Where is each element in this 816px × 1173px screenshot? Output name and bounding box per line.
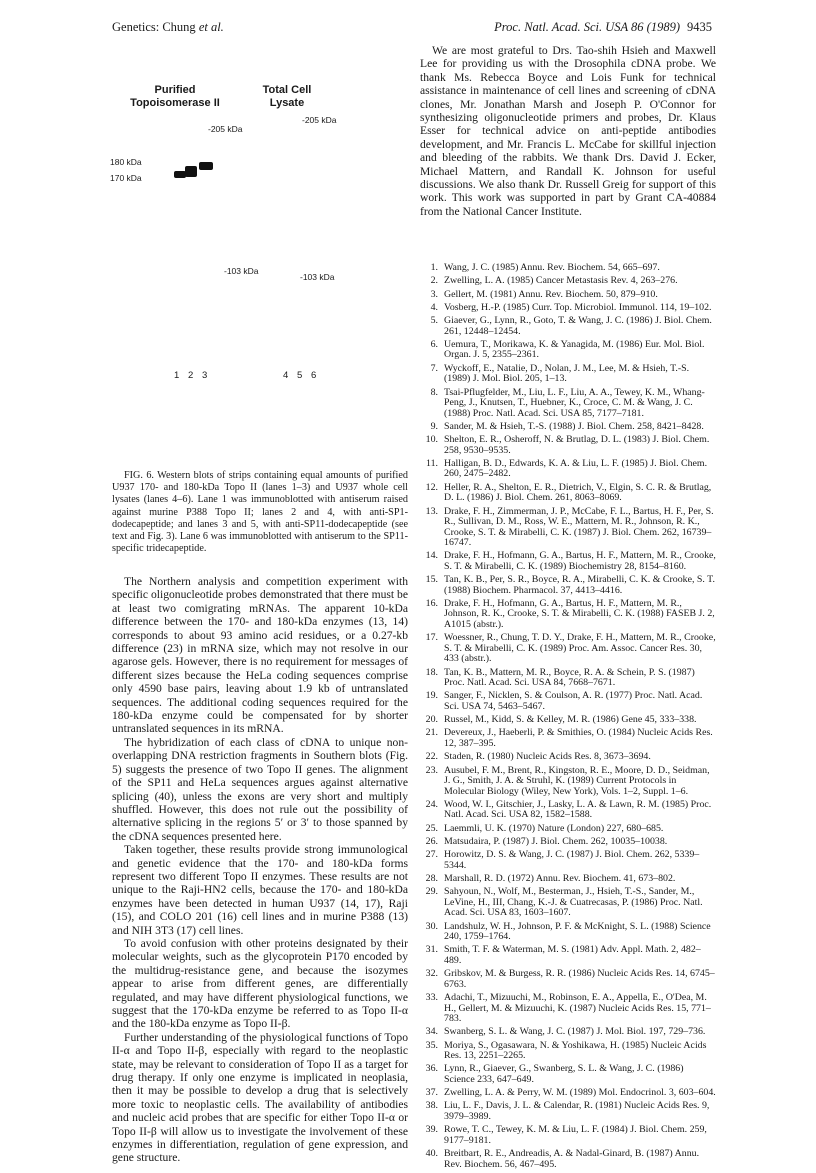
paragraph: The hybridization of each class of cDNA to unique non-overlapping DNA restriction fragments in Southern blots (Fig. 5) suggests the presence of two Topo II genes. The alignment of the SP11 and HeLa sequences argues against alternative splicing (40), unless the exons are very short and multiply shuffled. However, this does not rule out the possibility of alternative splicing in the regions 5′ or 3′ to those spanned by the cDNA sequences presented here. bbox=[112, 735, 408, 843]
lane-number: 4 bbox=[283, 370, 289, 381]
reference-number: 3. bbox=[430, 288, 438, 300]
page-number: 9435 bbox=[687, 20, 712, 34]
reference-list bbox=[420, 263, 716, 1173]
reference-text: Smith, T. F. & Waterman, M. S. (1981) Adv. Appl. Math. 2, 482–489. bbox=[444, 944, 701, 966]
reference-number: 14. bbox=[425, 550, 438, 562]
band-lane-2 bbox=[185, 166, 197, 177]
reference-text: Gellert, M. (1981) Annu. Rev. Biochem. 50, 879–910. bbox=[444, 288, 658, 300]
reference-text: Marshall, R. D. (1972) Annu. Rev. Biochem. 41, 673–802. bbox=[444, 873, 676, 885]
reference-text: Matsudaira, P. (1987) J. Biol. Chem. 262, 10035–10038. bbox=[444, 835, 668, 847]
reference-item bbox=[420, 715, 716, 726]
reference-text: Tsai-Pflugfelder, M., Liu, L. F., Liu, A. A., Tewey, K. M., Whang-Peng, J., Knutsen, T., Huebner, K., Croce, C. M. & Wang, J. C. (1988) Proc. Natl. Acad. Sci. USA 85, 7177–7181. bbox=[444, 386, 705, 419]
panel-title-lysate: Total Cell Lysate bbox=[262, 84, 312, 109]
journal-citation: Proc. Natl. Acad. Sci. USA 86 (1989) bbox=[494, 20, 680, 34]
label-170-kda: 170 kDa bbox=[110, 173, 142, 183]
reference-text: Shelton, E. R., Osheroff, N. & Brutlag, D. L. (1983) J. Biol. Chem. 258, 9530–9535. bbox=[444, 434, 710, 456]
reference-text: Halligan, B. D., Edwards, K. A. & Liu, L. F. (1985) J. Biol. Chem. 260, 2475–2482. bbox=[444, 457, 708, 480]
reference-item bbox=[420, 303, 716, 314]
reference-item bbox=[420, 388, 716, 420]
reference-item bbox=[420, 1149, 716, 1170]
reference-item bbox=[420, 575, 716, 596]
reference-text: Horowitz, D. S. & Wang, J. C. (1987) J. Biol. Chem. 262, 5339–5344. bbox=[444, 849, 700, 871]
reference-item bbox=[420, 1027, 716, 1038]
reference-text: Drake, F. H., Hofmann, G. A., Bartus, H. F., Mattern, M. R., Johnson, R. K., Crooke, S. T. & Mirabelli, C. K. (1988) FASEB J. 2, A1015 (abstr.). bbox=[444, 597, 715, 630]
reference-number: 10. bbox=[425, 434, 438, 446]
reference-item bbox=[420, 422, 716, 433]
reference-number: 26. bbox=[425, 835, 438, 847]
reference-number: 13. bbox=[425, 505, 438, 517]
lane-number: 6 bbox=[311, 370, 317, 381]
reference-item bbox=[420, 1101, 716, 1122]
reference-item bbox=[420, 276, 716, 287]
reference-item bbox=[420, 922, 716, 943]
reference-number: 2. bbox=[430, 275, 438, 287]
running-head-section: Genetics: Chung et al. bbox=[112, 20, 224, 34]
reference-item bbox=[420, 850, 716, 871]
reference-text: Drake, F. H., Hofmann, G. A., Bartus, H. F., Mattern, M. R., Crooke, S. T. & Mirabelli, C. K. (1989) Biochemistry 28, 8154–8160. bbox=[444, 550, 716, 572]
panel-title-purified: Purified Topoisomerase II bbox=[130, 84, 220, 109]
reference-text: Adachi, T., Mizuuchi, M., Robinson, E. A., Appella, E., O'Dea, M. H., Gellert, M. & Mizuuchi, K. (1987) Nucleic Acids Res. 15, 771–783. bbox=[444, 992, 711, 1024]
reference-item bbox=[420, 993, 716, 1025]
reference-item bbox=[420, 316, 716, 337]
reference-item bbox=[420, 364, 716, 385]
reference-item bbox=[420, 483, 716, 504]
label-180-kda: 180 kDa bbox=[110, 157, 142, 167]
reference-item bbox=[420, 728, 716, 749]
reference-number: 18. bbox=[425, 666, 438, 678]
reference-number: 29. bbox=[425, 886, 438, 898]
reference-item bbox=[420, 507, 716, 549]
reference-number: 1. bbox=[430, 262, 438, 273]
reference-text: Zwelling, L. A. (1985) Cancer Metastasis Rev. 4, 263–276. bbox=[444, 275, 678, 287]
reference-text: Staden, R. (1980) Nucleic Acids Res. 8, 3673–3694. bbox=[444, 751, 651, 763]
reference-text: Gribskov, M. & Burgess, R. R. (1986) Nucleic Acids Res. 14, 6745–6763. bbox=[444, 968, 715, 990]
reference-text: Tan, K. B., Per, S. R., Boyce, R. A., Mirabelli, C. K. & Crooke, S. T. (1988) Biochem. Pharmacol. 37, 4413–4416. bbox=[444, 574, 715, 596]
reference-text: Vosberg, H.-P. (1985) Curr. Top. Microbiol. Immunol. 114, 19–102. bbox=[444, 301, 712, 313]
reference-text: Tan, K. B., Mattern, M. R., Boyce, R. A. & Schein, P. S. (1987) Proc. Natl. Acad. Sci. USA 84, 7668–7671. bbox=[444, 666, 695, 689]
reference-number: 19. bbox=[425, 690, 438, 702]
reference-item bbox=[420, 887, 716, 919]
reference-number: 15. bbox=[425, 574, 438, 586]
running-head bbox=[0, 20, 816, 40]
reference-number: 11. bbox=[426, 457, 438, 469]
reference-text: Heller, R. A., Shelton, E. R., Dietrich, V., Elgin, S. C. R. & Brutlag, D. L. (1986) J. Biol. Chem. 261, 8063–8069. bbox=[444, 481, 712, 504]
reference-number: 28. bbox=[425, 873, 438, 885]
reference-item bbox=[420, 1064, 716, 1085]
reference-item bbox=[420, 945, 716, 966]
reference-text: Laemmli, U. K. (1970) Nature (London) 227, 680–685. bbox=[444, 822, 664, 834]
reference-text: Drake, F. H., Zimmerman, J. P., McCabe, F. L., Bartus, H. F., Per, S. R., Sullivan, D. M., Ross, W. E., Mattern, M. R., Johnson, R. K., Crooke, S. T. & Mirabelli, C. K. (1987) J. Biol. Chem. 262, 16739–16747. bbox=[444, 505, 714, 549]
reference-number: 38. bbox=[425, 1100, 438, 1112]
reference-text: Sahyoun, N., Wolf, M., Besterman, J., Hsieh, T.-S., Sander, M., LeVine, H., III, Chang, K.-J. & Cuatrecasas, P. (1986) Proc. Natl. Acad. Sci. USA 83, 1603–1607. bbox=[444, 886, 703, 919]
reference-number: 21. bbox=[425, 727, 438, 739]
reference-text: Woessner, R., Chung, T. D. Y., Drake, F. H., Mattern, M. R., Crooke, S. T. & Mirabelli, C. K. (1989) Proc. Am. Assoc. Cancer Res. 30, 433 (abstr.). bbox=[444, 632, 716, 665]
reference-number: 22. bbox=[425, 751, 438, 763]
reference-number: 37. bbox=[425, 1087, 438, 1099]
reference-item bbox=[420, 1125, 716, 1146]
reference-text: Devereux, J., Haeberli, P. & Smithies, O. (1984) Nucleic Acids Res. 12, 387–395. bbox=[444, 727, 713, 749]
acknowledgment-text: We are most grateful to Drs. Tao-shih Hsieh and Maxwell Lee for providing us with the Drosophila cDNA probe. We thank Ms. Rebecca Boyce and Lois Funk for technical assistance in maintenance of cell lines and screening of cDNA clones, Mr. Jonathan Marsh and Joseph P. O'Connor for synthesizing oligonucleotide primers and probes, Dr. Klaus Esser for technical advice on anti-peptide antibodies development, and Mr. Francis L. McCabe for skillful injection and bleeding of the rabbits. We thank Drs. David J. Ecker, Michael Mattern, and Randall K. Johnson for useful discussions. We also thank Dr. Russell Greig for support of this work. This work was supported in part by Grant CA-40884 from the National Cancer Institute. bbox=[420, 44, 716, 218]
figure-western-blot bbox=[112, 84, 372, 384]
reference-text: Swanberg, S. L. & Wang, J. C. (1987) J. Mol. Biol. 197, 729–736. bbox=[444, 1026, 706, 1038]
figure-caption bbox=[112, 470, 408, 555]
marker-103-right: -103 kDa bbox=[300, 272, 335, 282]
reference-text: Russel, M., Kidd, S. & Kelley, M. R. (1986) Gene 45, 333–338. bbox=[444, 714, 697, 726]
reference-number: 20. bbox=[425, 714, 438, 726]
reference-item bbox=[420, 599, 716, 631]
reference-number: 40. bbox=[425, 1148, 438, 1160]
reference-text: Sanger, F., Nicklen, S. & Coulson, A. R. (1977) Proc. Natl. Acad. Sci. USA 74, 5463–5467. bbox=[444, 690, 703, 712]
reference-item bbox=[420, 1088, 716, 1099]
reference-text: Wyckoff, E., Natalie, D., Nolan, J. M., Lee, M. & Hsieh, T.-S. (1989) J. Mol. Biol. 205, 1–13. bbox=[444, 362, 690, 385]
paragraph: The Northern analysis and competition experiment with specific oligonucleotide probes demonstrated that there must be at least two comigrating mRNAs. The apparent 10-kDa difference between the 170- and 180-kDa enzymes (13, 14) corresponds to about 93 amino acid residues, or a 0.27-kb difference (23) in mRNA size, which may not resolve in our agarose gels. However, there is no requirement for messages of different sizes because the HeLa coding sequences comprise only 4590 base pairs, leaving about 1.9 kb of untranslated sequences. The additional coding sequences required for the 180-kDa enzyme could be compensated for by shorter untranslated sequences in its mRNA. bbox=[112, 575, 408, 736]
lane-number: 1 bbox=[174, 370, 180, 381]
reference-item bbox=[420, 633, 716, 665]
reference-item bbox=[420, 551, 716, 572]
reference-item bbox=[420, 668, 716, 689]
reference-item bbox=[420, 766, 716, 798]
reference-number: 23. bbox=[425, 764, 438, 776]
reference-item bbox=[420, 874, 716, 885]
lane-number: 3 bbox=[202, 370, 208, 381]
reference-text: Liu, L. F., Davis, J. L. & Calendar, R. (1981) Nucleic Acids Res. 9, 3979–3989. bbox=[444, 1100, 710, 1122]
paragraph: To avoid confusion with other proteins designated by their molecular weights, such as the glycoprotein P170 encoded by the multidrug-resistance gene, and because the isozymes appear to arise from different genes, are differentially regulated, and may have different physiological functions, we suggest that the 170-kDa enzyme be referred to as Topo II-α and the 180-kDa enzyme as Topo II-β. bbox=[112, 936, 408, 1031]
reference-number: 9. bbox=[430, 420, 438, 432]
reference-number: 27. bbox=[425, 849, 438, 861]
reference-item bbox=[420, 691, 716, 712]
reference-number: 36. bbox=[425, 1063, 438, 1075]
lane-number: 2 bbox=[188, 370, 194, 381]
band-lane-3 bbox=[199, 162, 213, 170]
marker-205-left: -205 kDa bbox=[208, 124, 243, 134]
reference-number: 32. bbox=[425, 968, 438, 980]
reference-number: 24. bbox=[425, 798, 438, 810]
reference-item bbox=[420, 1041, 716, 1062]
reference-item bbox=[420, 263, 716, 274]
reference-number: 33. bbox=[425, 992, 438, 1003]
reference-number: 35. bbox=[425, 1039, 438, 1051]
reference-item bbox=[420, 800, 716, 821]
reference-number: 17. bbox=[425, 632, 438, 644]
reference-text: Breitbart, R. E., Andreadis, A. & Nadal-Ginard, B. (1987) Annu. Rev. Biochem. 56, 467–495. bbox=[444, 1148, 700, 1170]
reference-text: Wood, W. I., Gitschier, J., Lasky, L. A. & Lawn, R. M. (1985) Proc. Natl. Acad. Sci. USA 82, 1582–1588. bbox=[444, 798, 712, 821]
reference-item bbox=[420, 969, 716, 990]
reference-text: Giaever, G., Lynn, R., Goto, T. & Wang, J. C. (1986) J. Biol. Chem. 261, 12448–12454. bbox=[444, 315, 712, 337]
reference-item bbox=[420, 752, 716, 763]
paragraph: Taken together, these results provide strong immunological and genetic evidence that the 170- and 180-kDa forms represent two different Topo II enzymes. These results are not unique to the Raji-HN2 cells, because the 170- and 180-kDa enzymes have been detected in human U937 (14, 17), Raji (15), and COLO 201 (16) cell lines and in murine P388 (13) and NIH 3T3 (17) cell lines. bbox=[112, 843, 408, 937]
reference-item bbox=[420, 459, 716, 480]
lane-number: 5 bbox=[297, 370, 303, 381]
reference-number: 25. bbox=[425, 822, 438, 834]
marker-205-right: -205 kDa bbox=[302, 115, 337, 125]
reference-number: 31. bbox=[425, 944, 438, 956]
reference-item bbox=[420, 290, 716, 301]
reference-number: 39. bbox=[425, 1124, 438, 1136]
reference-text: Ausubel, F. M., Brent, R., Kingston, R. E., Moore, D. D., Seidman, J. G., Smith, J. A. & Struhl, K. (1989) Current Protocols in Molecular Biology (Wiley, New York), Vols. 1–2, Suppl. 1–6. bbox=[444, 764, 710, 797]
caption-text: FIG. 6. Western blots of strips containing equal amounts of purified U937 170- and 180-kDa Topo II (lanes 1–3) and U937 whole cell lysates (lanes 4–6). Lane 1 was immunoblotted with antiserum raised against murine P388 Topo II; lanes 2 and 4, with anti-SP1-dodecapeptide; and lanes 3 and 5, with anti-SP11-dodecapeptide (see text and Fig. 3). Lane 6 was immunoblotted with antiserum to the SP11-specific tridecapeptide. bbox=[112, 470, 408, 555]
reference-number: 5. bbox=[430, 315, 438, 327]
reference-text: Lynn, R., Giaever, G., Swanberg, S. L. & Wang, J. C. (1986) Science 233, 647–649. bbox=[444, 1063, 684, 1085]
reference-item bbox=[420, 824, 716, 835]
reference-text: Zwelling, L. A. & Perry, W. M. (1989) Mol. Endocrinol. 3, 603–604. bbox=[444, 1087, 716, 1099]
marker-103-left: -103 kDa bbox=[224, 266, 259, 276]
reference-number: 7. bbox=[430, 362, 438, 374]
reference-number: 6. bbox=[430, 338, 438, 350]
reference-number: 4. bbox=[430, 301, 438, 313]
reference-number: 30. bbox=[425, 920, 438, 932]
reference-number: 8. bbox=[430, 386, 438, 398]
reference-text: Landshulz, W. H., Johnson, P. F. & McKnight, S. L. (1988) Science 240, 1759–1764. bbox=[444, 920, 711, 943]
reference-item bbox=[420, 340, 716, 361]
reference-text: Wang, J. C. (1985) Annu. Rev. Biochem. 54, 665–697. bbox=[444, 262, 660, 273]
reference-number: 34. bbox=[425, 1026, 438, 1038]
reference-text: Moriya, S., Ogasawara, N. & Yoshikawa, H. (1985) Nucleic Acids Res. 13, 2251–2265. bbox=[444, 1039, 707, 1062]
body-text-left bbox=[112, 575, 408, 1165]
reference-text: Rowe, T. C., Tewey, K. M. & Liu, L. F. (1984) J. Biol. Chem. 259, 9177–9181. bbox=[444, 1124, 707, 1146]
paragraph: Further understanding of the physiological functions of Topo II-α and Topo II-β, especially with regard to the neoplastic state, may be relevant to consideration of Topo II as a target for drug therapy. If only one enzyme is implicated in neoplasia, then it may be possible to develop a drug that is selectively more toxic to neoplastic cells. The availability of antibodies and nucleic acid probes that are specific for either Topo II-α or Topo II-β will allow us to investigate the involvement of these enzymes in differentiation, regulation of gene expression, and gene structure. bbox=[112, 1030, 408, 1165]
reference-number: 16. bbox=[425, 597, 438, 609]
reference-item bbox=[420, 435, 716, 456]
reference-text: Uemura, T., Morikawa, K. & Yanagida, M. (1986) Eur. Mol. Biol. Organ. J. 5, 2355–2361. bbox=[444, 338, 705, 361]
reference-text: Sander, M. & Hsieh, T.-S. (1988) J. Biol. Chem. 258, 8421–8428. bbox=[444, 420, 704, 432]
acknowledgments bbox=[420, 44, 716, 218]
reference-item bbox=[420, 837, 716, 848]
reference-number: 12. bbox=[425, 481, 438, 493]
